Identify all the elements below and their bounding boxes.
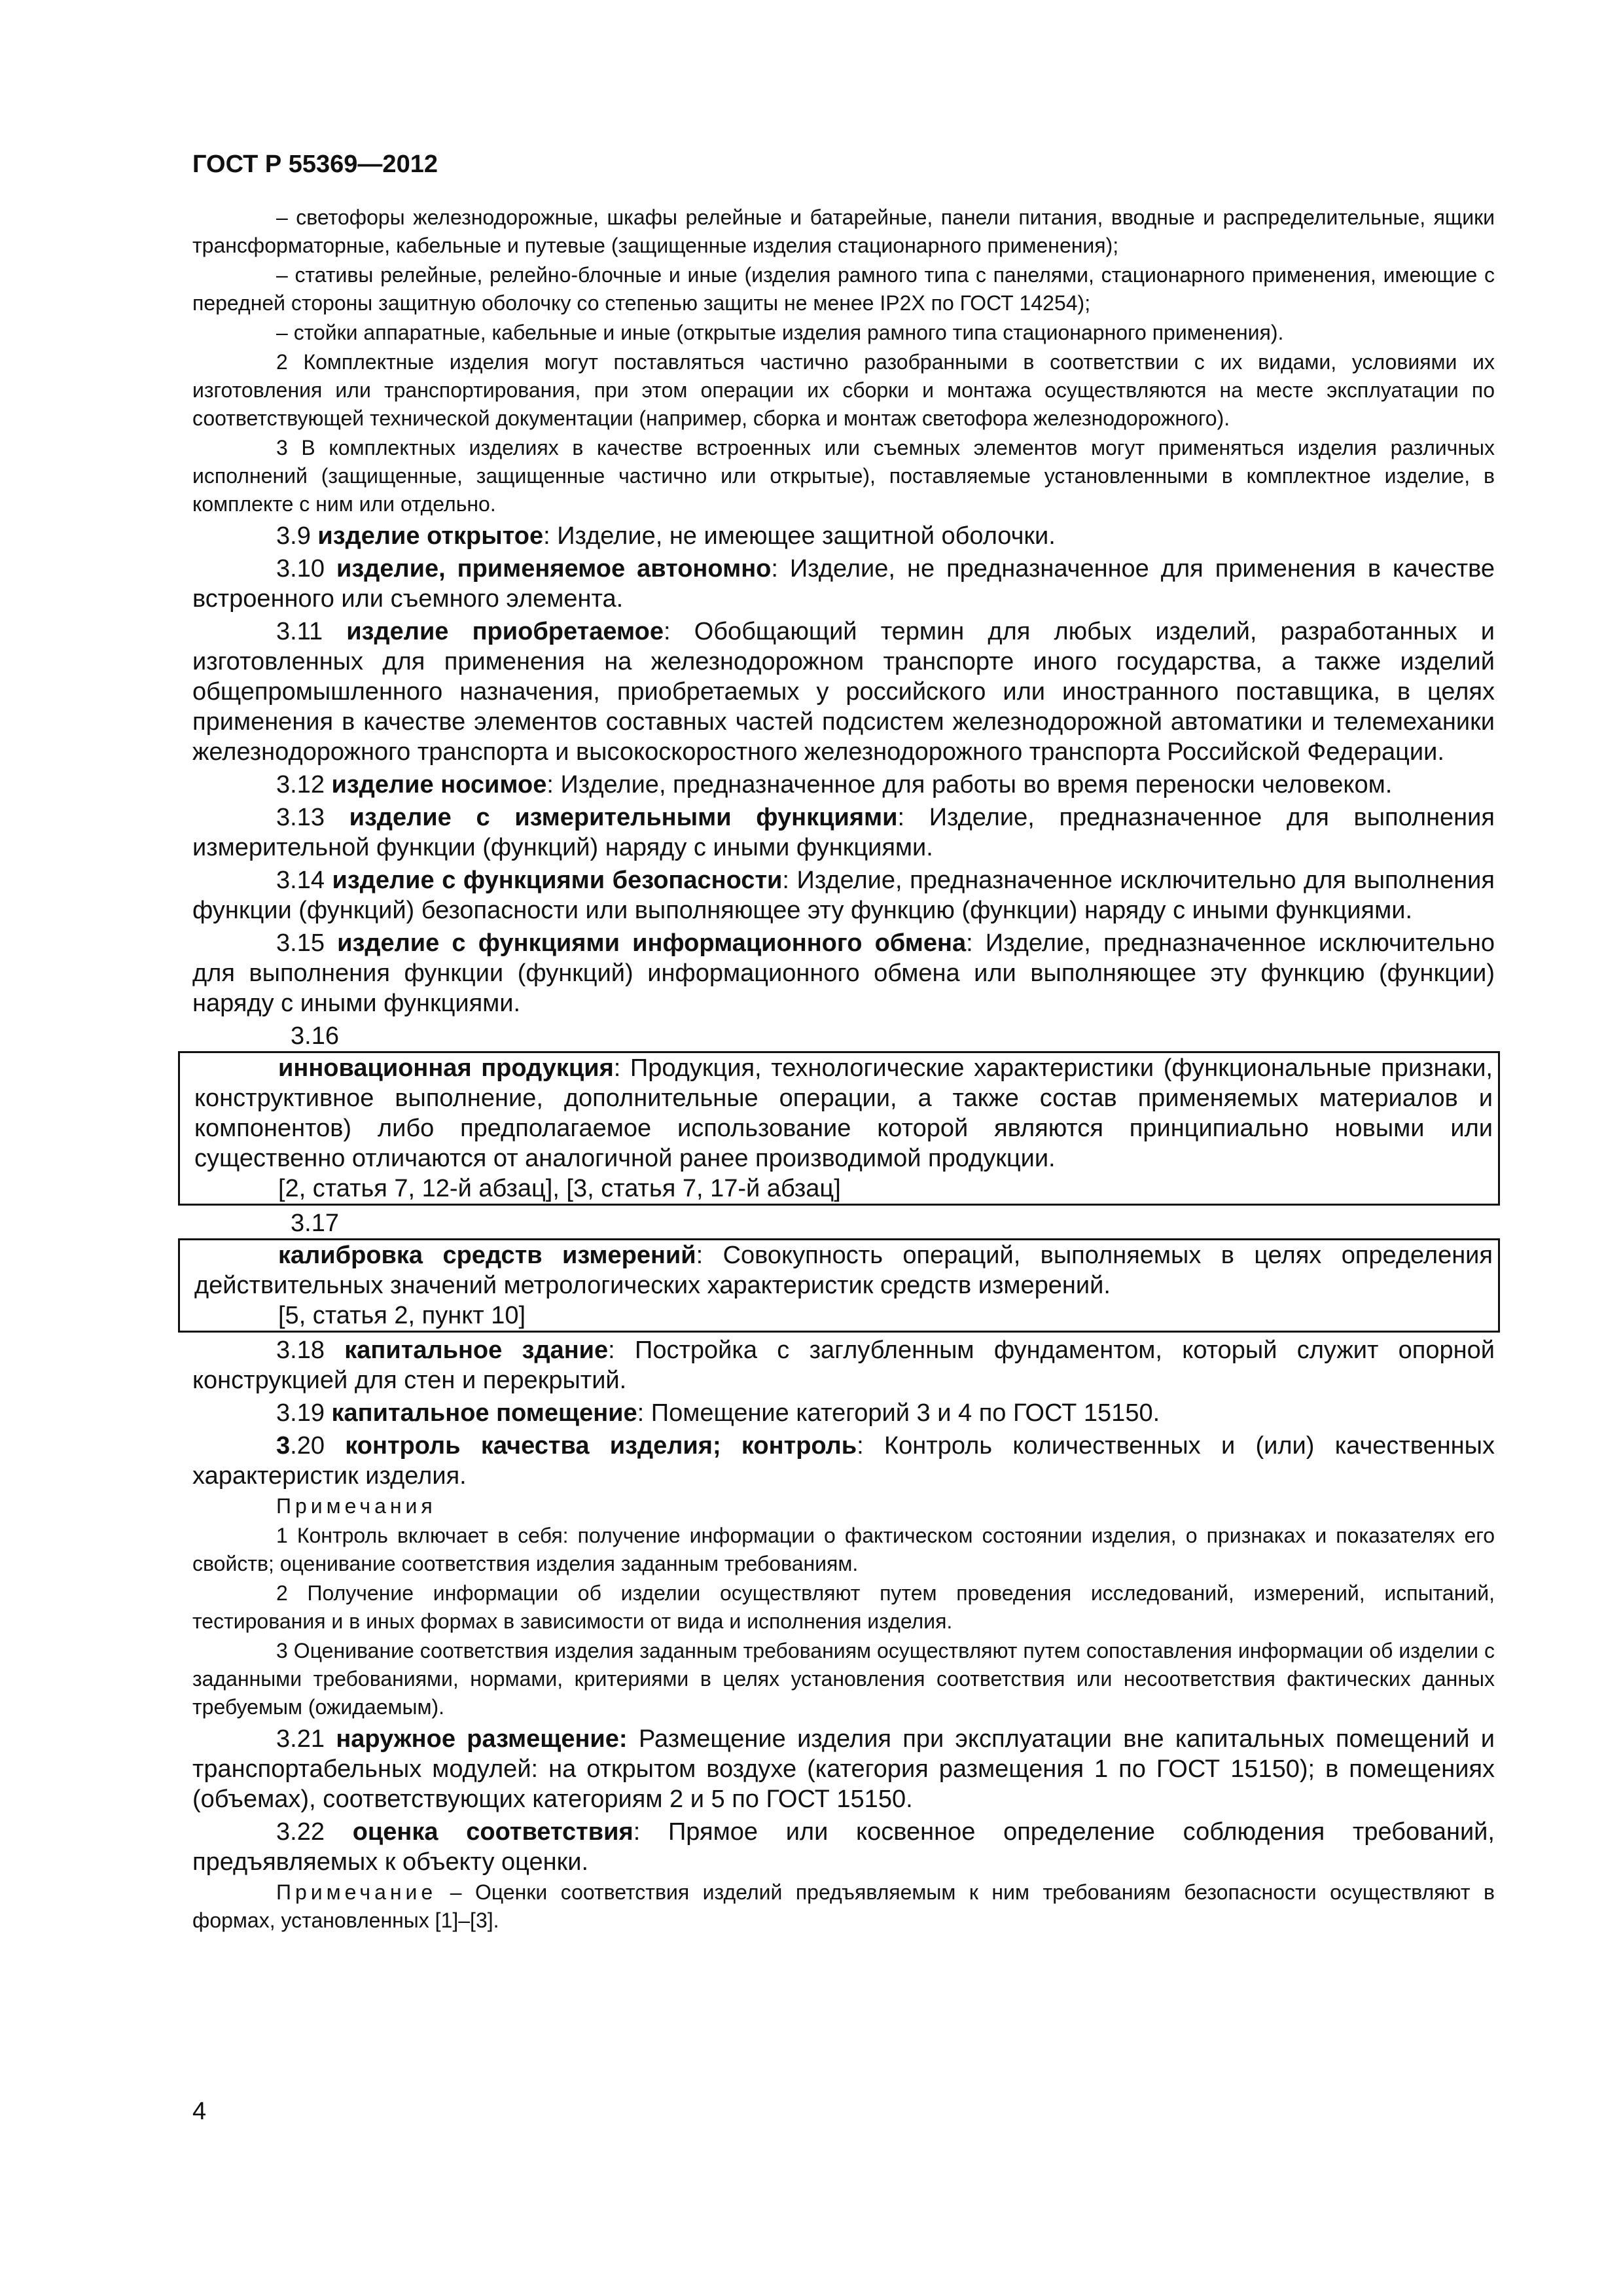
term-source-reference: [2, статья 7, 12-й абзац], [3, статья 7, 17-й абзац] bbox=[278, 1175, 841, 1202]
note-paragraph: 1 Контроль включает в себя: получение информации о фактическом состоянии изделия, о признаках и показателях его свойств; оценивание соответствия изделия заданным требованиям. bbox=[192, 1524, 1495, 1575]
page-number: 4 bbox=[192, 2098, 207, 2125]
term-number: 3.18 bbox=[276, 1336, 345, 1364]
term-source-reference: [5, статья 2, пункт 10] bbox=[278, 1302, 526, 1329]
term-name: изделие с функциями безопасности bbox=[332, 867, 783, 894]
document-header: ГОСТ Р 55369—2012 bbox=[192, 151, 438, 178]
note-paragraph bbox=[192, 1878, 1495, 1935]
term-number: 3.16 bbox=[291, 1022, 339, 1050]
term-3-22 bbox=[192, 1817, 1495, 1877]
term-number: 3.9 bbox=[276, 522, 318, 550]
term-name: изделие, применяемое автономно bbox=[336, 555, 772, 583]
document-page bbox=[192, 151, 1495, 1935]
note-text: – Оценки соответствия изделий предъявляемым к ним требованиям безопасности осуществляют в формах, установленных [1]–[3]. bbox=[192, 1880, 1495, 1932]
term-number: 3.19 bbox=[276, 1399, 332, 1427]
term-3-15 bbox=[192, 928, 1495, 1018]
note-paragraph: 3 В комплектных изделиях в качестве встроенных или съемных элементов могут применяться изделия различных исполнений (защищенные, защищенные частично или открытые), поставляемые установленными в комплектное изделие, в комплекте с ним или отдельно. bbox=[192, 436, 1495, 516]
term-name: изделие с функциями информационного обмена bbox=[337, 929, 967, 957]
term-number: 3.21 bbox=[276, 1725, 336, 1753]
note-label: Примечание bbox=[276, 1880, 437, 1904]
term-3-17-box bbox=[178, 1238, 1500, 1333]
term-3-16 bbox=[194, 1053, 1493, 1174]
term-definition: : Изделие, предназначенное для выполнения измерительной функции (функций) наряду с иными функциями. bbox=[192, 804, 1495, 861]
term-3-9 bbox=[192, 521, 1495, 551]
term-definition: : Помещение категорий 3 и 4 по ГОСТ 15150. bbox=[637, 1399, 1160, 1427]
term-name: изделие с измерительными функциями bbox=[349, 804, 898, 831]
term-number: 3.22 bbox=[276, 1818, 353, 1846]
term-name: изделие носимое bbox=[331, 771, 547, 798]
term-name: оценка соответствия bbox=[352, 1818, 633, 1846]
notes-heading: Примечания bbox=[276, 1494, 437, 1518]
term-name: калибровка средств измерений bbox=[278, 1242, 696, 1269]
term-definition: : Контроль количественных и (или) качественных характеристик изделия. bbox=[192, 1432, 1495, 1490]
term-definition: : Изделие, предназначенное исключительно для выполнения функции (функций) безопасности или выполняющее эту функцию (функции) наряду с иными функциями. bbox=[192, 867, 1495, 924]
term-3-13 bbox=[192, 802, 1495, 863]
term-definition: : Совокупность операций, выполняемых в целях определения действительных значений метрологических характеристик средств измерений. bbox=[194, 1242, 1493, 1299]
term-definition: : Изделие, предназначенное для работы во время переноски человеком. bbox=[546, 771, 1393, 798]
term-3-10 bbox=[192, 554, 1495, 614]
term-3-20 bbox=[192, 1431, 1495, 1491]
term-definition: : Прямое или косвенное определение соблюдения требований, предъявляемых к объекту оценки. bbox=[192, 1818, 1495, 1876]
term-name: капитальное помещение bbox=[331, 1399, 637, 1427]
term-name: изделие приобретаемое bbox=[346, 618, 664, 645]
term-3-19 bbox=[192, 1398, 1495, 1428]
term-3-14 bbox=[192, 865, 1495, 925]
term-number: 3.10 bbox=[276, 555, 336, 583]
term-number: 3.14 bbox=[276, 867, 332, 894]
term-number: 3.15 bbox=[276, 929, 338, 957]
term-name: наружное размещение: bbox=[336, 1725, 628, 1753]
list-item: – светофоры железнодорожные, шкафы релейные и батарейные, панели питания, вводные и распределительные, ящики трансформаторные, кабельные и путевые (защищенные изделия стационарного применения); bbox=[192, 206, 1495, 257]
note-paragraph: 2 Комплектные изделия могут поставляться частично разобранными в соответствии с их видами, условиями их изготовления или транспортирования, при этом операции их сборки и монтажа осуществляются на месте эксплуатации по соответствующей технической документации (например, сборка и монтаж светофора железнодорожного). bbox=[192, 350, 1495, 430]
term-definition: : Изделие, предназначенное исключительно для выполнения функции (функций) информационного обмена или выполняющее эту функцию (функции) наряду с иными функциями. bbox=[192, 929, 1495, 1017]
term-number-bold: 3 bbox=[276, 1432, 291, 1460]
term-number: 3.17 bbox=[291, 1210, 339, 1237]
note-paragraph: 3 Оценивание соответствия изделия заданным требованиям осуществляют путем сопоставления информации об изделии с заданными требованиями, нормами, критериями в целях установления соответствия или несоответствия фактических данных требуемым (ожидаемым). bbox=[192, 1639, 1495, 1719]
term-3-11 bbox=[192, 617, 1495, 767]
term-definition: : Постройка с заглубленным фундаментом, который служит опорной конструкцией для стен и перекрытий. bbox=[192, 1336, 1495, 1394]
term-3-16-box bbox=[178, 1051, 1500, 1206]
list-item: – стойки аппаратные, кабельные и иные (открытые изделия рамного типа стационарного применения). bbox=[276, 321, 1284, 344]
list-item: – стативы релейные, релейно-блочные и иные (изделия рамного типа с панелями, стационарного применения, имеющие с передней стороны защитную оболочку со степенью защиты не менее IP2X по ГОСТ 14254); bbox=[192, 263, 1495, 315]
term-name: капитальное здание bbox=[344, 1336, 609, 1364]
term-definition: : Изделие, не имеющее защитной оболочки. bbox=[543, 522, 1056, 550]
term-3-21 bbox=[192, 1724, 1495, 1814]
term-definition: : Обобщающий термин для любых изделий, разработанных и изготовленных для применения на железнодорожном транспорте иного государства, а также изделий общепромышленного назначения, приобретаемых у российского или иностранного поставщика, в целях применения в качестве элементов составных частей подсистем железнодорожной автоматики и телемеханики железнодорожного транспорта и высокоскоростного железнодорожного транспорта Российской Федерации. bbox=[192, 618, 1495, 766]
term-3-18 bbox=[192, 1335, 1495, 1395]
term-3-17 bbox=[194, 1240, 1493, 1300]
term-definition: Размещение изделия при эксплуатации вне капитальных помещений и транспортабельных модулей: на открытом воздухе (категория размещения 1 по ГОСТ 15150); в помещениях (объемах), соответствующих категориям 2 и 5 по ГОСТ 15150. bbox=[192, 1725, 1495, 1813]
term-definition: : Изделие, не предназначенное для применения в качестве встроенного или съемного элемента. bbox=[192, 555, 1495, 613]
term-name: изделие открытое bbox=[317, 522, 544, 550]
term-definition: : Продукция, технологические характеристики (функциональные признаки, конструктивное выполнение, дополнительные операции, а также состав применяемых материалов и компонентов) либо предполагаемое использование которой являются принципиально новыми или существенно отличаются от аналогичной ранее производимой продукции. bbox=[194, 1054, 1493, 1172]
note-paragraph: 2 Получение информации об изделии осуществляют путем проведения исследований, измерений, испытаний, тестирования и в иных формах в зависимости от вида и исполнения изделия. bbox=[192, 1581, 1495, 1633]
term-number: 3.11 bbox=[276, 618, 347, 645]
term-number: 3.13 bbox=[276, 804, 349, 831]
term-name: инновационная продукция bbox=[278, 1054, 614, 1082]
term-number: .20 bbox=[290, 1432, 346, 1460]
term-3-12 bbox=[192, 770, 1495, 800]
term-name: контроль качества изделия; контроль bbox=[345, 1432, 857, 1460]
term-number: 3.12 bbox=[276, 771, 332, 798]
